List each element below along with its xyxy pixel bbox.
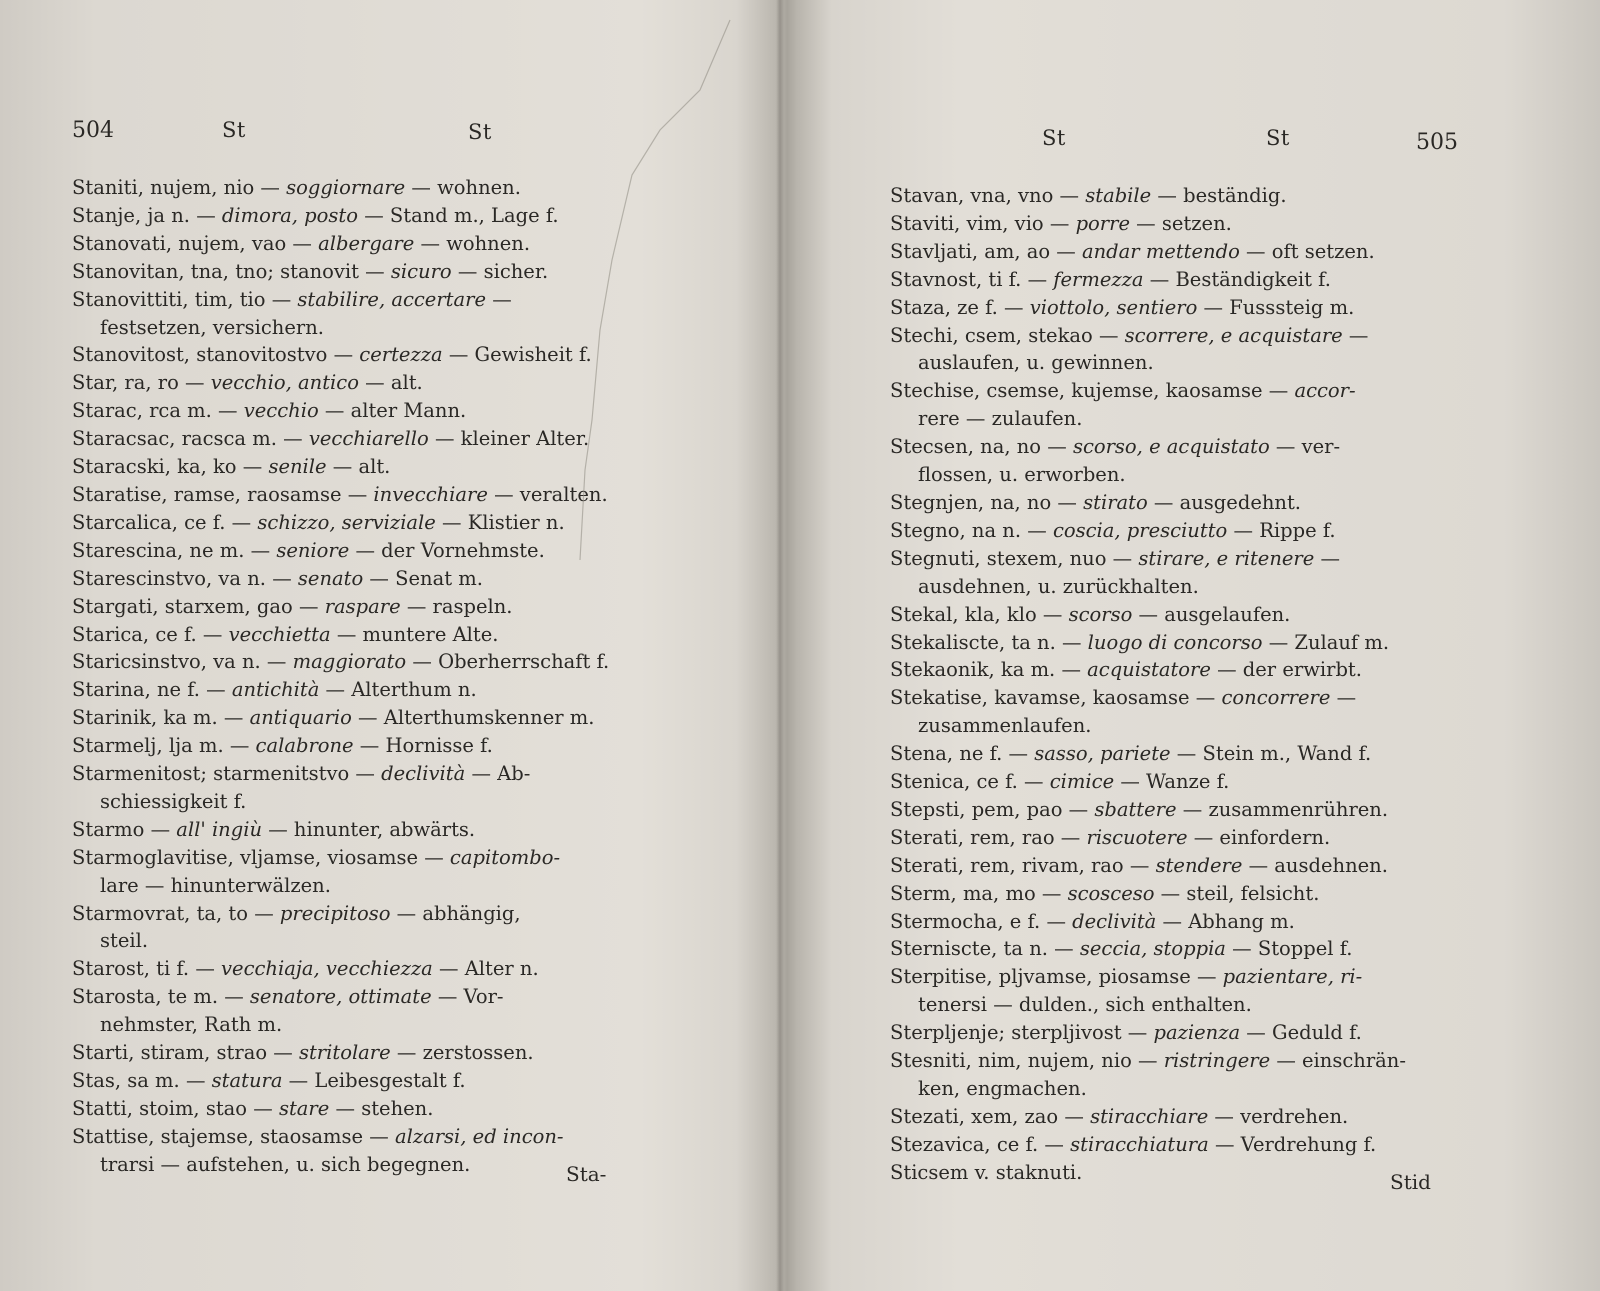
dictionary-entry xyxy=(72,509,644,537)
dictionary-entry xyxy=(890,824,1462,852)
dictionary-entry xyxy=(72,732,644,760)
entry-italian: stritolare xyxy=(298,1041,391,1065)
catchword: Sta- xyxy=(566,1162,607,1186)
entry-german: — Fusssteig m. xyxy=(1197,295,1355,319)
entry-headword: Starmenitost; starmenitstvo — xyxy=(72,762,382,786)
entry-italian: andar mettendo xyxy=(1082,239,1240,263)
dictionary-entry xyxy=(890,740,1462,768)
entry-german: — veralten. xyxy=(487,482,608,506)
entry-german: — Gewisheit f. xyxy=(442,343,592,367)
entry-headword: Staratise, ramse, raosamse — xyxy=(72,482,374,506)
entry-german: — Alterthum n. xyxy=(319,678,477,702)
entry-headword: Starti, stiram, strao — xyxy=(72,1041,299,1065)
dictionary-entry xyxy=(72,593,644,621)
entry-italian: stirare, e ritenere xyxy=(1138,546,1315,570)
entry-headword: Sterati, rem, rao — xyxy=(890,825,1087,849)
entry-headword: Stecsen, na, no — xyxy=(890,435,1073,459)
entry-german: — Wanze f. xyxy=(1114,770,1230,794)
entry-italian: stabilire, accertare xyxy=(297,287,486,311)
page-number: 504 xyxy=(72,118,114,143)
entry-italian: pazienza xyxy=(1153,1021,1241,1045)
entry-headword: Starmo — xyxy=(72,817,177,841)
entry-italian: maggiorato xyxy=(292,650,407,674)
dictionary-entry xyxy=(72,704,644,732)
entry-italian: ristringere xyxy=(1163,1049,1271,1073)
entry-headword: Stanovati, nujem, vao — xyxy=(72,231,319,255)
entry-italian: scosceso xyxy=(1067,881,1155,905)
entry-headword: Stanovitost, stanovitostvo — xyxy=(72,343,360,367)
entry-italian: stare xyxy=(278,1096,330,1120)
dictionary-entry xyxy=(72,900,644,956)
left-page xyxy=(0,0,780,1291)
entry-italian: vecchio xyxy=(243,399,319,423)
entry-german: — Geduld f. xyxy=(1240,1021,1362,1045)
running-header-right: St xyxy=(468,120,492,144)
entry-german: — Verdrehung f. xyxy=(1208,1132,1377,1156)
entry-italian: dimora, posto xyxy=(221,203,358,227)
entry-headword: Stenica, ce f. — xyxy=(890,770,1050,794)
entry-headword: Stanje, ja n. — xyxy=(72,203,222,227)
dictionary-entry xyxy=(890,377,1462,433)
entry-italian: stiracchiatura xyxy=(1070,1132,1209,1156)
entry-headword: Staza, ze f. — xyxy=(890,295,1030,319)
dictionary-entry xyxy=(72,537,644,565)
entry-italian: senato xyxy=(297,566,364,590)
entry-italian: alzarsi, ed incon- xyxy=(394,1124,564,1148)
entry-italian: capitombo- xyxy=(449,845,561,869)
dictionary-entry xyxy=(890,629,1462,657)
entry-german: — beständig. xyxy=(1151,184,1287,207)
dictionary-entry xyxy=(890,1103,1462,1131)
dictionary-entry xyxy=(72,1123,644,1179)
entry-italian: fermezza xyxy=(1053,267,1144,291)
entry-german: — stehen. xyxy=(329,1096,434,1120)
dictionary-entry xyxy=(72,202,644,230)
entry-italian: acquistatore xyxy=(1087,658,1211,682)
entry-headword: Stermocha, e f. — xyxy=(890,909,1073,933)
entry-german: — Senat m. xyxy=(363,566,483,590)
entry-headword: Staricsinstvo, va n. — xyxy=(72,650,293,674)
entry-german: — zusammenrühren. xyxy=(1176,797,1389,821)
entry-italian: scorso, e acquistato xyxy=(1072,435,1270,459)
entry-german: — xyxy=(1330,686,1357,710)
dictionary-entry xyxy=(890,601,1462,629)
entry-headword: Sticsem v. staknuti. xyxy=(890,1160,1083,1184)
dictionary-entry xyxy=(72,369,644,397)
entry-italian: vecchiaja, vecchiezza xyxy=(221,957,433,981)
entry-continuation: lare — hinunterwälzen. xyxy=(100,873,331,897)
entry-headword: Starescinstvo, va n. — xyxy=(72,566,298,590)
dictionary-entry xyxy=(890,266,1462,294)
entry-headword: Starmovrat, ta, to — xyxy=(72,901,280,925)
entry-italian: concorrere xyxy=(1221,686,1331,710)
entry-headword: Stekatise, kavamse, kaosamse — xyxy=(890,686,1222,710)
entry-italian: seniore xyxy=(276,538,350,562)
entry-headword: Starac, rca m. — xyxy=(72,399,244,423)
entry-headword: Sterati, rem, rivam, rao — xyxy=(890,853,1156,877)
entry-headword: Stavljati, am, ao — xyxy=(890,239,1082,263)
entry-italian: raspare xyxy=(324,594,401,618)
entry-german: — Alter n. xyxy=(432,957,539,981)
entry-italian: soggiornare xyxy=(286,176,406,199)
dictionary-entry xyxy=(72,648,644,676)
entry-italian: senatore, ottimate xyxy=(249,985,432,1009)
entry-german: — Leibesgestalt f. xyxy=(282,1069,466,1092)
dictionary-entry xyxy=(72,816,644,844)
entry-continuation: trarsi — aufstehen, u. sich begegnen. xyxy=(100,1152,471,1176)
dictionary-entries xyxy=(72,174,644,1179)
entry-headword: Stezati, xem, zao — xyxy=(890,1104,1091,1128)
entry-german: — der Vornehmste. xyxy=(349,538,545,562)
entry-headword: Sterpljenje; sterpljivost — xyxy=(890,1021,1154,1045)
dictionary-entry xyxy=(72,174,644,202)
dictionary-entry xyxy=(72,230,644,258)
dictionary-entry xyxy=(890,935,1462,963)
entry-german: — einfordern. xyxy=(1187,825,1331,849)
entry-headword: Stena, ne f. — xyxy=(890,742,1035,766)
entry-german: — alt. xyxy=(326,455,391,479)
entry-continuation: zusammenlaufen. xyxy=(918,714,1092,738)
entry-italian: luogo di concorso xyxy=(1087,630,1263,654)
dictionary-entry xyxy=(890,433,1462,489)
entry-headword: Starmelj, lja m. — xyxy=(72,734,256,758)
entry-italian: calabrone xyxy=(255,734,354,758)
dictionary-entry xyxy=(890,796,1462,824)
entry-italian: scorso xyxy=(1068,602,1133,626)
entry-german: — Abhang m. xyxy=(1156,909,1295,933)
dictionary-entries xyxy=(890,182,1462,1187)
entry-german: — Klistier n. xyxy=(435,510,565,534)
dictionary-entry xyxy=(890,1131,1462,1159)
entry-italian: riscuotere xyxy=(1086,825,1188,849)
entry-italian: vecchietta xyxy=(228,622,331,646)
entry-italian: vecchiarello xyxy=(308,427,429,451)
entry-german: — muntere Alte. xyxy=(330,622,499,646)
entry-continuation: nehmster, Rath m. xyxy=(100,1013,283,1037)
entry-german: — xyxy=(1342,323,1369,347)
entry-german: — Oberherrschaft f. xyxy=(406,650,610,674)
entry-italian: coscia, presciutto xyxy=(1052,518,1228,542)
dictionary-entry xyxy=(72,258,644,286)
dictionary-entry xyxy=(890,182,1462,210)
entry-headword: Stezavica, ce f. — xyxy=(890,1132,1071,1156)
entry-headword: Staniti, nujem, nio — xyxy=(72,176,287,199)
entry-german: — abhängig, xyxy=(390,901,521,925)
entry-german: — Hornisse f. xyxy=(353,734,493,758)
entry-headword: Starescina, ne m. — xyxy=(72,538,277,562)
entry-italian: accor- xyxy=(1294,379,1356,403)
entry-continuation: rere — zulaufen. xyxy=(918,407,1083,431)
dictionary-entry xyxy=(72,565,644,593)
dictionary-entry xyxy=(890,684,1462,740)
entry-headword: Starcalica, ce f. — xyxy=(72,510,258,534)
entry-german: — verdrehen. xyxy=(1208,1104,1349,1128)
entry-german: — einschrän- xyxy=(1270,1049,1406,1073)
entry-german: — wohnen. xyxy=(414,231,531,255)
dictionary-entry xyxy=(72,425,644,453)
entry-italian: stiracchiare xyxy=(1090,1104,1209,1128)
dictionary-entry xyxy=(890,489,1462,517)
entry-german: — Stand m., Lage f. xyxy=(358,203,559,227)
entry-german: — oft setzen. xyxy=(1239,239,1375,263)
entry-headword: Stekaonik, ka m. — xyxy=(890,658,1088,682)
dictionary-entry xyxy=(72,844,644,900)
dictionary-entry xyxy=(72,1039,644,1067)
entry-italian: declività xyxy=(381,762,466,786)
entry-italian: sasso, pariete xyxy=(1034,742,1171,766)
entry-german: — Vor- xyxy=(431,985,504,1009)
entry-italian: stirato xyxy=(1083,490,1148,514)
entry-german: — ausdehnen. xyxy=(1242,853,1388,877)
entry-italian: sbattere xyxy=(1094,797,1177,821)
entry-italian: albergare xyxy=(318,231,415,255)
entry-italian: viottolo, sentiero xyxy=(1029,295,1198,319)
entry-italian: seccia, stoppia xyxy=(1079,937,1226,961)
entry-headword: Starina, ne f. — xyxy=(72,678,232,702)
dictionary-entry xyxy=(890,880,1462,908)
dictionary-entry xyxy=(72,341,644,369)
entry-german: — Alterthumskenner m. xyxy=(351,706,595,730)
entry-german: — steil, felsicht. xyxy=(1154,881,1320,905)
running-header-left: St xyxy=(222,118,246,142)
entry-italian: senile xyxy=(268,455,327,479)
dictionary-entry xyxy=(72,621,644,649)
entry-headword: Stavnost, ti f. — xyxy=(890,267,1054,291)
dictionary-entry xyxy=(72,983,644,1039)
entry-german: — ver- xyxy=(1269,435,1341,459)
entry-headword: Stechi, csem, stekao — xyxy=(890,323,1125,347)
dictionary-entry xyxy=(72,1095,644,1123)
entry-german: — xyxy=(486,287,512,311)
entry-headword: Stepsti, pem, pao — xyxy=(890,797,1095,821)
dictionary-entry xyxy=(890,656,1462,684)
dictionary-entry xyxy=(890,963,1462,1019)
dictionary-entry xyxy=(890,294,1462,322)
entry-headword: Staviti, vim, vio — xyxy=(890,211,1076,235)
running-header-right: St xyxy=(1266,126,1290,150)
entry-headword: Stegnjen, na, no — xyxy=(890,490,1084,514)
entry-italian: stendere xyxy=(1155,853,1243,877)
entry-headword: Stechise, csemse, kujemse, kaosamse — xyxy=(890,379,1295,403)
entry-italian: scorrere, e acquistare xyxy=(1124,323,1343,347)
entry-italian: vecchio, antico xyxy=(210,371,359,395)
dictionary-entry xyxy=(890,1159,1462,1187)
entry-headword: Stekal, kla, klo — xyxy=(890,602,1069,626)
entry-german: — ausgedehnt. xyxy=(1147,490,1302,514)
entry-german: — alter Mann. xyxy=(318,399,467,423)
entry-german: — Beständigkeit f. xyxy=(1143,267,1331,291)
entry-continuation: schiessigkeit f. xyxy=(100,789,247,813)
entry-german: — raspeln. xyxy=(400,594,513,618)
entry-italian: stabile xyxy=(1085,184,1152,207)
entry-german: — Stein m., Wand f. xyxy=(1170,742,1372,766)
entry-continuation: steil. xyxy=(100,929,149,953)
entry-headword: Stas, sa m. — xyxy=(72,1069,212,1092)
entry-italian: all' ingiù xyxy=(176,817,263,841)
dictionary-entry xyxy=(72,481,644,509)
entry-headword: Stekaliscte, ta n. — xyxy=(890,630,1088,654)
dictionary-entry xyxy=(890,908,1462,936)
dictionary-entry xyxy=(890,1019,1462,1047)
entry-german: — Zulauf m. xyxy=(1262,630,1390,654)
entry-continuation: ken, engmachen. xyxy=(918,1077,1087,1100)
entry-headword: Staracski, ka, ko — xyxy=(72,455,269,479)
entry-continuation: ausdehnen, u. zurückhalten. xyxy=(918,574,1199,598)
entry-headword: Sternisctе, ta n. — xyxy=(890,937,1080,961)
entry-german: — ausgelaufen. xyxy=(1132,602,1291,626)
dictionary-entry xyxy=(890,238,1462,266)
entry-italian: schizzo, serviziale xyxy=(257,510,436,534)
entry-headword: Stargati, starxem, gao — xyxy=(72,594,325,618)
entry-headword: Sterm, ma, mo — xyxy=(890,881,1068,905)
entry-headword: Stesniti, nim, nujem, nio — xyxy=(890,1049,1164,1073)
dictionary-entry xyxy=(72,453,644,481)
entry-italian: antichità xyxy=(231,678,320,702)
entry-italian: invecchiare xyxy=(373,482,488,506)
entry-german: — Rippe f. xyxy=(1227,518,1336,542)
entry-headword: Stegno, na n. — xyxy=(890,518,1053,542)
entry-german: — alt. xyxy=(358,371,423,395)
entry-italian: precipitoso xyxy=(279,901,391,925)
entry-german: — der erwirbt. xyxy=(1210,658,1362,682)
dictionary-entry xyxy=(890,545,1462,601)
dictionary-entry xyxy=(890,768,1462,796)
entry-italian: porre xyxy=(1075,211,1130,235)
entry-italian: declività xyxy=(1072,909,1157,933)
entry-german: — Ab- xyxy=(465,762,531,786)
entry-german: — zerstossen. xyxy=(390,1041,534,1065)
dictionary-entry xyxy=(72,397,644,425)
catchword: Stid xyxy=(1390,1170,1431,1194)
entry-german: — sicher. xyxy=(451,259,549,283)
dictionary-entry xyxy=(890,322,1462,378)
dictionary-entry xyxy=(72,676,644,704)
dictionary-entry xyxy=(890,517,1462,545)
entry-headword: Starmoglavitise, vljamse, viosamse — xyxy=(72,845,450,869)
entry-italian: statura xyxy=(211,1069,283,1092)
entry-headword: Statti, stoim, stao — xyxy=(72,1096,279,1120)
entry-headword: Starost, ti f. — xyxy=(72,957,222,981)
entry-headword: Starinik, ka m. — xyxy=(72,706,250,730)
entry-headword: Stanovitan, tna, tno; stanovit — xyxy=(72,259,391,283)
dictionary-entry xyxy=(72,286,644,342)
entry-headword: Stattise, stajemse, staosamse — xyxy=(72,1124,395,1148)
entry-italian: certezza xyxy=(359,343,443,367)
entry-continuation: auslaufen, u. gewinnen. xyxy=(918,351,1154,375)
entry-german: — setzen. xyxy=(1129,211,1232,235)
dictionary-entry xyxy=(72,1067,644,1095)
page-number: 505 xyxy=(1416,130,1458,155)
dictionary-entry xyxy=(72,760,644,816)
entry-continuation: flossen, u. erworben. xyxy=(918,463,1126,487)
dictionary-entry xyxy=(72,955,644,983)
entry-continuation: tenersi — dulden., sich enthalten. xyxy=(918,993,1252,1017)
entry-italian: cimice xyxy=(1049,770,1115,794)
entry-italian: antiquario xyxy=(249,706,352,730)
entry-headword: Stegnuti, stexem, nuo — xyxy=(890,546,1139,570)
entry-italian: pazientare, ri- xyxy=(1222,965,1363,989)
entry-headword: Stavan, vna, vno — xyxy=(890,184,1086,207)
entry-german: — wohnen. xyxy=(405,176,521,199)
entry-german: — xyxy=(1314,546,1340,570)
entry-german: — Stoppel f. xyxy=(1225,937,1353,961)
entry-headword: Starosta, te m. — xyxy=(72,985,250,1009)
running-header-left: St xyxy=(1042,126,1066,150)
entry-headword: Star, ra, ro — xyxy=(72,371,211,395)
entry-italian: sicuro xyxy=(390,259,452,283)
entry-headword: Stanovittiti, tim, tio — xyxy=(72,287,298,311)
entry-german: — kleiner Alter. xyxy=(428,427,590,451)
entry-headword: Staracsac, racsca m. — xyxy=(72,427,309,451)
dictionary-entry xyxy=(890,210,1462,238)
dictionary-entry xyxy=(890,852,1462,880)
entry-headword: Starica, ce f. — xyxy=(72,622,229,646)
dictionary-entry xyxy=(890,1047,1462,1103)
entry-headword: Sterpitise, pljvamse, piosamse — xyxy=(890,965,1223,989)
entry-continuation: festsetzen, versichern. xyxy=(100,315,324,339)
entry-german: — hinunter, abwärts. xyxy=(262,817,476,841)
